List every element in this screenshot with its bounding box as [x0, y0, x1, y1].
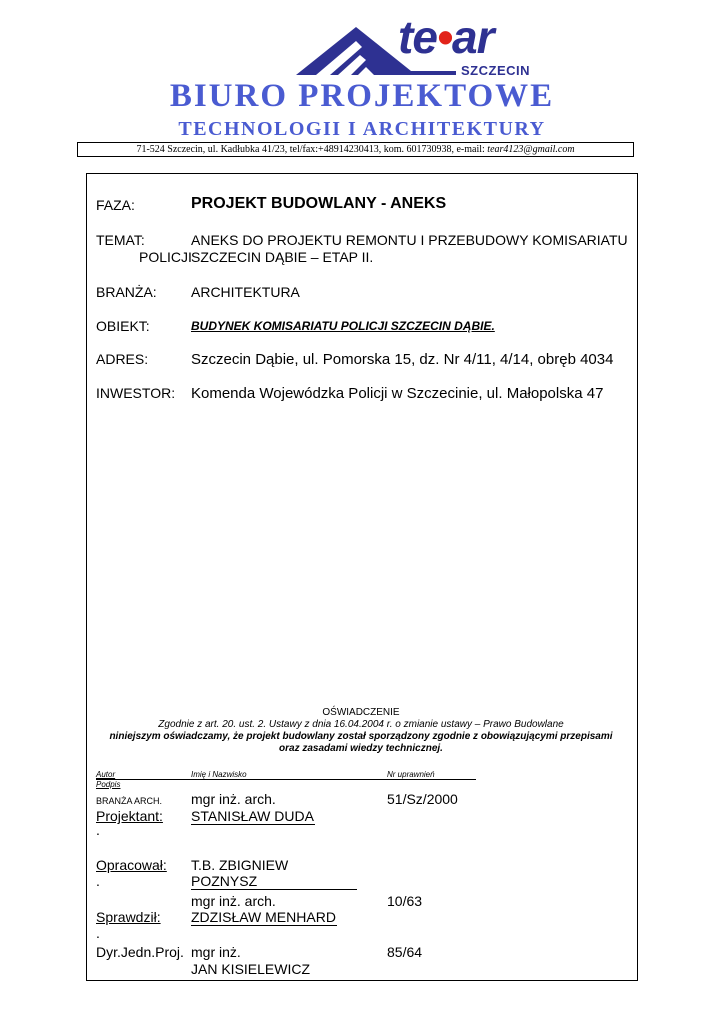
col-nr: Nr uprawnień [387, 770, 435, 779]
company-address: 71-524 Szczecin, ul. Kadłubka 41/23, tel/fax:+48914230413, kom. 601730938, e-mail: tear4123@gmail.com [77, 142, 634, 157]
branza-value: ARCHITEKTURA [191, 284, 300, 300]
statement-line1: Zgodnie z art. 20. ust. 2. Ustawy z dnia 16.04.2004 r. o zmianie ustawy – Prawo Budowlane [158, 719, 564, 730]
temat-value-line1: ANEKS DO PROJEKTU REMONTU I PRZEBUDOWY KOMISARIATU [191, 232, 628, 248]
dot-2: . [96, 873, 100, 889]
col-imie: Imię i Nazwisko [191, 770, 247, 779]
statement-line3: oraz zasadami wiedzy technicznej. [279, 743, 443, 754]
dyrektor-name: JAN KISIELEWICZ [191, 961, 311, 977]
email-link[interactable]: tear4123@gmail.com [487, 144, 575, 155]
col-podpis: Podpis [96, 780, 121, 789]
projektant-role: Projektant: [96, 808, 163, 824]
dyrektor-nr: 85/64 [387, 944, 423, 960]
dyrektor-role: Dyr.Jedn.Proj. [96, 944, 184, 960]
dot-1: . [96, 822, 100, 838]
faza-value: PROJEKT BUDOWLANY - ANEKS [191, 195, 447, 212]
sprawdzil-title: mgr inż. arch. [191, 893, 276, 909]
projektant-nr: 51/Sz/2000 [387, 791, 458, 807]
inwestor-value: Komenda Wojewódzka Policji w Szczecinie, ul. Małopolska 47 [191, 385, 604, 402]
logo-wordmark: te•ar [398, 11, 494, 63]
adres-label: ADRES: [96, 351, 149, 367]
opracowal-role: Opracował: [96, 857, 167, 873]
projektant-name: STANISŁAW DUDA [191, 808, 314, 824]
projektant-title: mgr inż. arch. [191, 791, 276, 807]
dyrektor-title: mgr inż. [191, 944, 241, 960]
title-page-frame [86, 173, 638, 981]
faza-label: FAZA: [96, 197, 135, 213]
opracowal-name: T.B. ZBIGNIEW POZNYSZ [191, 857, 357, 890]
sprawdzil-role: Sprawdził: [96, 909, 161, 925]
branza-arch-label: BRANŻA ARCH. [96, 796, 163, 806]
adres-value: Szczecin Dąbie, ul. Pomorska 15, dz. Nr 4/11, 4/14, obręb 4034 [191, 351, 614, 368]
statement-line2: niniejszym oświadczamy, że projekt budowlany został sporządzony zgodnie z obowiązującymi przepisami [109, 731, 613, 742]
company-subtitle: TECHNOLOGII I ARCHITEKTURY [178, 118, 546, 140]
obiekt-label: OBIEKT: [96, 318, 150, 334]
logo-city: SZCZECIN [461, 63, 530, 78]
sprawdzil-nr: 10/63 [387, 893, 423, 909]
temat-value-line2: SZCZECIN DĄBIE – ETAP II. [191, 249, 374, 265]
dot-3: . [96, 925, 100, 941]
header-underline [96, 779, 476, 780]
sprawdzil-name: ZDZISŁAW MENHARD [191, 909, 336, 925]
inwestor-label: INWESTOR: [96, 385, 176, 401]
col-autor: Autor [96, 770, 116, 779]
company-title: BIURO PROJEKTOWE [169, 78, 555, 114]
temat-label: TEMAT: [96, 232, 145, 248]
statement-title: OŚWIADCZENIE [322, 707, 400, 718]
temat-value-prefix: POLICJI [139, 249, 192, 265]
obiekt-value: BUDYNEK KOMISARIATU POLICJI SZCZECIN DĄBIE. [191, 319, 495, 333]
branza-label: BRANŻA: [96, 284, 157, 300]
